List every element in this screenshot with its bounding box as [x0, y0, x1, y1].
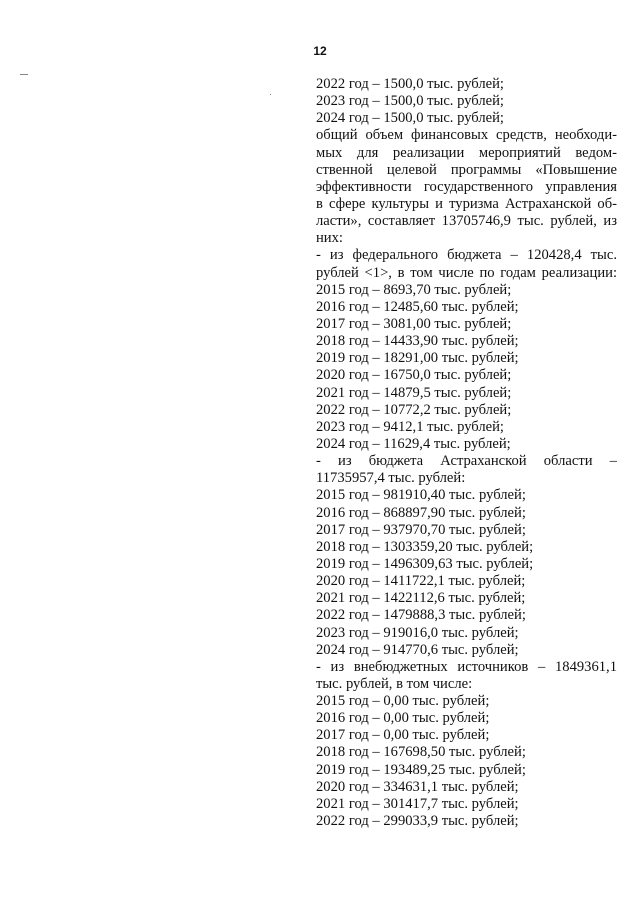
- text-line: 2018 год – 1303359,20 тыс. рублей;: [316, 538, 534, 555]
- text-line: 2022 год – 1479888,3 тыс. рублей;: [316, 607, 526, 624]
- text-line: 2023 год – 1500,0 тыс. рублей;: [316, 93, 504, 110]
- text-line: в сфере культуры и туризма Астраханской об-: [316, 195, 617, 212]
- margin-scan-dot: [270, 94, 271, 95]
- text-line: 2018 год – 14433,90 тыс. рублей;: [316, 333, 519, 350]
- text-line: 2023 год – 9412,1 тыс. рублей;: [316, 418, 504, 435]
- text-line: тыс. рублей, в том числе:: [316, 675, 473, 692]
- text-line: 2022 год – 299033,9 тыс. рублей;: [316, 813, 519, 830]
- text-line: 2018 год – 167698,50 тыс. рублей;: [316, 744, 526, 761]
- text-line: 2021 год – 1422112,6 тыс. рублей;: [316, 590, 526, 607]
- text-line: 2020 год – 16750,0 тыс. рублей;: [316, 367, 512, 384]
- text-line: 2019 год – 193489,25 тыс. рублей;: [316, 761, 526, 778]
- text-line: 2017 год – 0,00 тыс. рублей;: [316, 727, 490, 744]
- text-line: 2021 год – 301417,7 тыс. рублей;: [316, 795, 519, 812]
- text-line: 2021 год – 14879,5 тыс. рублей;: [316, 384, 512, 401]
- page-number: 12: [313, 44, 327, 58]
- text-line: 11735957,4 тыс. рублей:: [316, 470, 466, 487]
- text-line: 2024 год – 914770,6 тыс. рублей;: [316, 641, 519, 658]
- text-line: 2019 год – 1496309,63 тыс. рублей;: [316, 555, 534, 572]
- text-line: 2016 год – 0,00 тыс. рублей;: [316, 710, 490, 727]
- text-line: 2024 год – 11629,4 тыс. рублей;: [316, 435, 511, 452]
- text-line: 2022 год – 10772,2 тыс. рублей;: [316, 401, 512, 418]
- text-line: рублей <1>, в том числе по годам реализации:: [316, 264, 617, 281]
- text-line: - из федерального бюджета – 120428,4 тыс.: [316, 247, 617, 264]
- text-line: 2020 год – 334631,1 тыс. рублей;: [316, 778, 519, 795]
- margin-scan-mark: [20, 74, 28, 75]
- text-line: 2020 год – 1411722,1 тыс. рублей;: [316, 573, 526, 590]
- text-line: эффективности государственного управления: [316, 178, 617, 195]
- text-line: 2019 год – 18291,00 тыс. рублей;: [316, 350, 519, 367]
- text-line: - из внебюджетных источников – 1849361,1: [316, 658, 617, 675]
- text-line: 2022 год – 1500,0 тыс. рублей;: [316, 76, 504, 92]
- text-line: общий объем финансовых средств, необходи-: [316, 127, 617, 144]
- text-line: 2023 год – 919016,0 тыс. рублей;: [316, 624, 519, 641]
- text-line: ласти», составляет 13705746,9 тыс. рублей, из: [316, 213, 617, 230]
- text-line: 2015 год – 981910,40 тыс. рублей;: [316, 487, 526, 504]
- text-line: 2016 год – 12485,60 тыс. рублей;: [316, 298, 519, 315]
- text-line: 2017 год – 937970,70 тыс. рублей;: [316, 521, 526, 538]
- text-line: 2015 год – 8693,70 тыс. рублей;: [316, 281, 512, 298]
- text-line: них:: [316, 230, 343, 247]
- document-text-column: [316, 76, 617, 830]
- text-line: - из бюджета Астраханской области –: [316, 453, 617, 470]
- text-line: 2017 год – 3081,00 тыс. рублей;: [316, 315, 512, 332]
- text-line: ственной целевой программы «Повышение: [316, 161, 617, 178]
- text-line: 2024 год – 1500,0 тыс. рублей;: [316, 110, 504, 127]
- text-line: 2016 год – 868897,90 тыс. рублей;: [316, 504, 526, 521]
- text-line: мых для реализации мероприятий ведом-: [316, 144, 617, 161]
- text-line: 2015 год – 0,00 тыс. рублей;: [316, 693, 490, 710]
